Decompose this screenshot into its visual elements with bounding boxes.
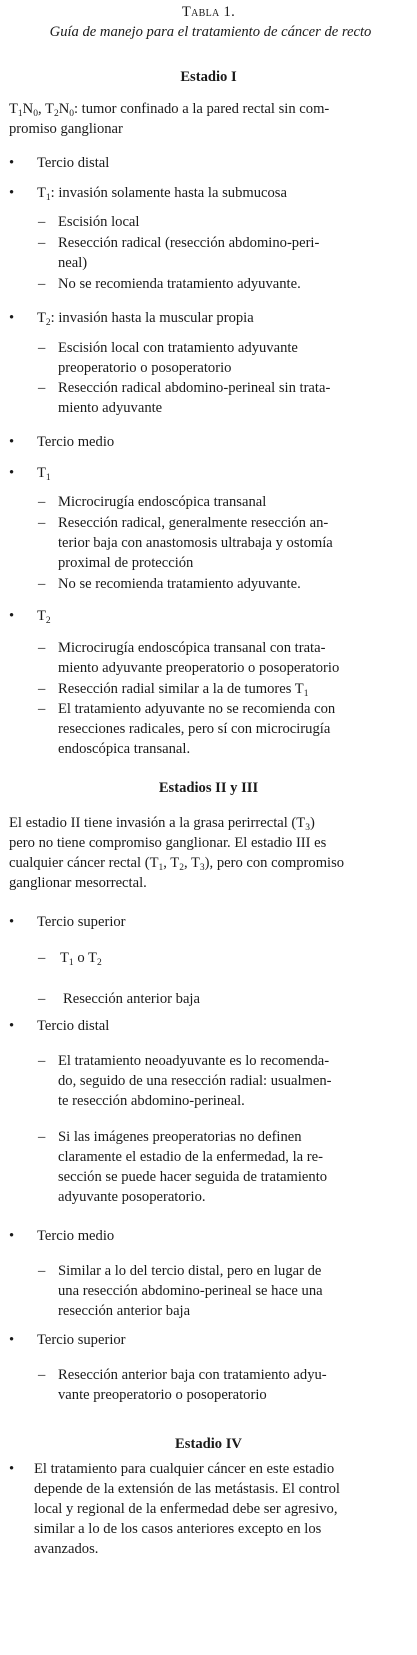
- dash-marker: –: [38, 340, 46, 356]
- list-item-continuation: miento adyuvante: [58, 400, 163, 416]
- list-item: No se recomienda tratamiento adyuvante.: [58, 276, 301, 292]
- bullet-t1: $T_1$: invasión solamente hasta la submucosa: [37, 185, 287, 203]
- estadio-4-line-4: similar a lo de los casos anteriores excepto en los: [34, 1521, 322, 1537]
- estadio-2-3-intro-line-4: ganglionar mesorrectal.: [9, 875, 147, 891]
- dash-marker: –: [38, 1367, 46, 1383]
- list-item: El tratamiento adyuvante no se recomienda con: [58, 701, 336, 717]
- bullet-marker: •: [9, 185, 15, 201]
- bullet-marker: •: [9, 914, 15, 930]
- bullet-tercio-medio: Tercio medio: [37, 434, 115, 450]
- dash-marker: –: [38, 515, 46, 531]
- list-item: Microcirugía endoscópica transanal: [58, 494, 267, 510]
- list-item: Resección radical (resección abdomino-peri-: [58, 235, 320, 251]
- list-item: Si las imágenes preoperatorias no definen: [58, 1129, 302, 1145]
- list-item: Similar a lo del tercio distal, pero en lugar de: [58, 1263, 322, 1279]
- bullet-tercio-medio: Tercio medio: [37, 1228, 115, 1244]
- section-heading-estadio-4: Estadio IV: [175, 1436, 242, 1452]
- list-item: Resección anterior baja con tratamiento adyu-: [58, 1367, 327, 1383]
- bullet-t2: $T_2$: invasión hasta la muscular propia: [37, 310, 254, 328]
- list-item: Resección anterior baja: [63, 991, 200, 1007]
- dash-marker: –: [38, 701, 46, 717]
- bullet-marker: •: [9, 310, 15, 326]
- dash-marker: –: [38, 1053, 46, 1069]
- dash-marker: –: [38, 494, 46, 510]
- list-item: Microcirugía endoscópica transanal con trata-: [58, 640, 326, 656]
- estadio-1-intro-line-2: promiso ganglionar: [9, 121, 123, 137]
- dash-marker: –: [38, 1129, 46, 1145]
- list-item-continuation: claramente el estadio de la enfermedad, la re-: [58, 1149, 323, 1165]
- list-item: Escisión local con tratamiento adyuvante: [58, 340, 298, 356]
- list-item-continuation: adyuvante posoperatorio.: [58, 1189, 206, 1205]
- list-item-continuation: resecciones radicales, pero sí con microcirugía: [58, 721, 331, 737]
- bullet-marker: •: [9, 1461, 15, 1477]
- list-item: Resección radial similar a la de tumores $T_1$: [58, 681, 309, 699]
- list-item-continuation: proximal de protección: [58, 555, 194, 571]
- list-item-continuation: una resección abdomino-perineal se hace una: [58, 1283, 323, 1299]
- list-item-continuation: terior baja con anastomosis ultrabaja y ostomía: [58, 535, 333, 551]
- table-label: Tabla 1.: [181, 4, 236, 20]
- list-item-continuation: vante preoperatorio o posoperatorio: [58, 1387, 267, 1403]
- estadio-4-line-3: local y regional de la enfermedad debe ser agresivo,: [34, 1501, 338, 1517]
- dash-marker: –: [38, 276, 46, 292]
- list-item-continuation: miento adyuvante preoperatorio o posoperatorio: [58, 660, 340, 676]
- bullet-marker: •: [9, 1018, 15, 1034]
- bullet-marker: •: [9, 608, 15, 624]
- dash-marker: –: [38, 681, 46, 697]
- list-item: El tratamiento neoadyuvante es lo recomenda-: [58, 1053, 330, 1069]
- section-heading-estadios-2-3: Estadios II y III: [158, 780, 259, 796]
- list-item: Resección radical abdomino-perineal sin trata-: [58, 380, 331, 396]
- bullet-marker: •: [9, 155, 15, 171]
- estadio-4-line-5: avanzados.: [34, 1541, 99, 1557]
- list-item: Resección radical, generalmente resección an-: [58, 515, 329, 531]
- bullet-marker: •: [9, 1228, 15, 1244]
- bullet-marker: •: [9, 1332, 15, 1348]
- list-item-continuation: preoperatorio o posoperatorio: [58, 360, 232, 376]
- estadio-2-3-intro-line-3: cualquier cáncer rectal ($T_1$, $T_2$, $T_3$), pero con compromiso: [9, 855, 345, 873]
- dash-marker: –: [38, 214, 46, 230]
- bullet-tercio-superior: Tercio superior: [37, 914, 126, 930]
- list-item-continuation: do, seguido de una resección radial: usualmen-: [58, 1073, 332, 1089]
- dash-marker: –: [38, 640, 46, 656]
- estadio-2-3-intro-line-2: pero no tiene compromiso ganglionar. El estadio III es: [9, 835, 327, 851]
- bullet-t1-medio: $T_1$: [37, 465, 51, 483]
- list-item-continuation: endoscópica transanal.: [58, 741, 191, 757]
- list-item-continuation: te resección abdomino-perineal.: [58, 1093, 245, 1109]
- bullet-tercio-distal: Tercio distal: [37, 155, 110, 171]
- dash-marker: –: [38, 991, 46, 1007]
- list-item-continuation: sección se puede hacer seguida de tratamiento: [58, 1169, 328, 1185]
- bullet-marker: •: [9, 465, 15, 481]
- estadio-2-3-intro-line-1: El estadio II tiene invasión a la grasa perirrectal $(T_3)$: [9, 815, 315, 833]
- estadio-4-line-1: El tratamiento para cualquier cáncer en este estadio: [34, 1461, 335, 1477]
- bullet-tercio-distal: Tercio distal: [37, 1018, 110, 1034]
- dash-marker: –: [38, 380, 46, 396]
- bullet-marker: •: [9, 434, 15, 450]
- dash-marker: –: [38, 1263, 46, 1279]
- table-title: Guía de manejo para el tratamiento de cáncer de recto: [49, 24, 372, 40]
- dash-marker: –: [38, 576, 46, 592]
- estadio-4-line-2: depende de la extensión de las metástasis. El control: [34, 1481, 340, 1497]
- list-item: Escisión local: [58, 214, 140, 230]
- list-item-continuation: resección anterior baja: [58, 1303, 191, 1319]
- estadio-1-intro-line-1: $T_1N_0$, $T_2N_0$: tumor confinado a la pared rectal sin com-: [9, 101, 330, 119]
- list-item-continuation: neal): [58, 255, 88, 271]
- list-item: $T_1$ o $T_2$: [60, 950, 102, 968]
- list-item: No se recomienda tratamiento adyuvante.: [58, 576, 301, 592]
- bullet-tercio-superior: Tercio superior: [37, 1332, 126, 1348]
- dash-marker: –: [38, 950, 46, 966]
- dash-marker: –: [38, 235, 46, 251]
- bullet-t2-medio: $T_2$: [37, 608, 51, 626]
- section-heading-estadio-1: Estadio I: [180, 69, 237, 85]
